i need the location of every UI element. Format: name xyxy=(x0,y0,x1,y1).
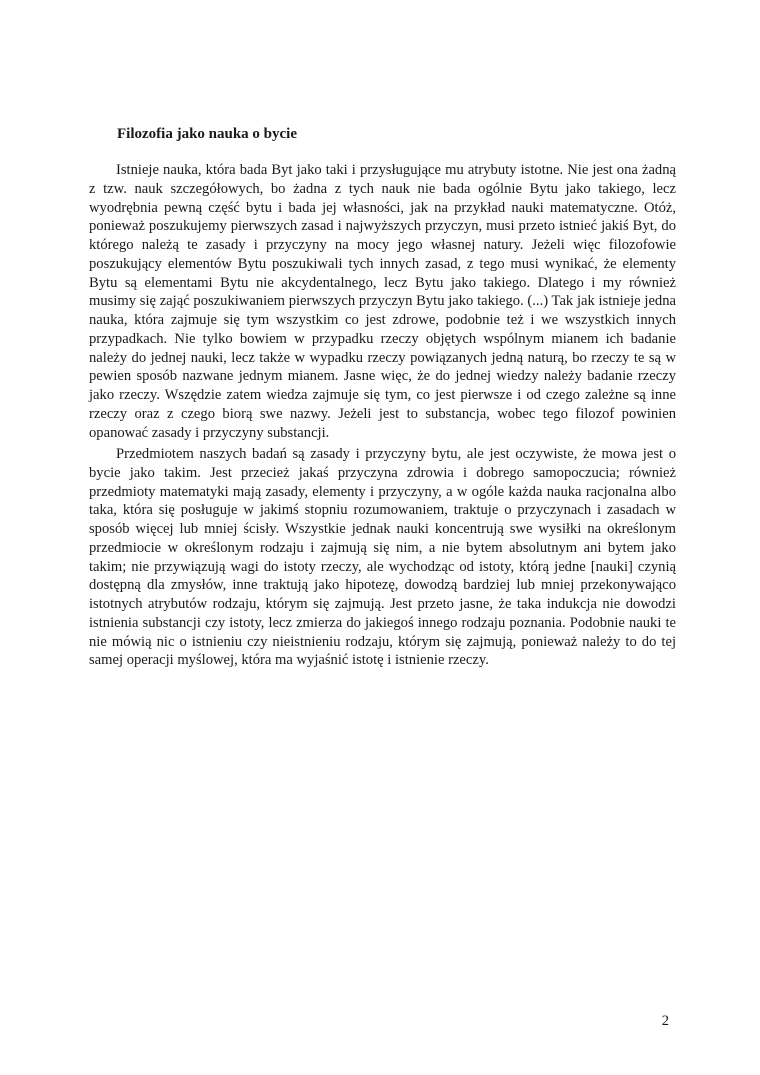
document-title: Filozofia jako nauka o bycie xyxy=(117,126,298,142)
page-number: 2 xyxy=(661,1013,669,1029)
paragraph-2: Przedmiotem naszych badań są zasady i przyczyny bytu, ale jest oczywiste, że mowa jest o bycie jako takim. Jest przecież jakaś przyczyna zdrowia i dobrego samopoczucia; również przedmioty matematyki mają zasady, elementy i przyczyny, a w ogóle każda nauka racjonalna albo taka, która się posługuje w jakimś stopniu rozumowaniem, traktuje o przyczynach i zasadach w sposób więcej lub mniej ścisły. Wszystkie jednak nauki koncentrują swe wysiłki na określonym przedmiocie w określonym rodzaju i zajmują się nim, a nie bytem absolutnym ani bytem jako takim; nie przywiązują wagi do istoty rzeczy, ale wychodząc od istoty, którą jedne [nauki] czynią dostępną dla zmysłów, inne traktują jako hipotezę, dowodzą bardziej lub mniej przekonywająco istotnych atrybutów rodzaju, którym się zajmują. Jest przeto jasne, że taka indukcja nie dowodzi istnienia substancji czy istoty, lecz zmierza do jakiegoś innego rodzaju poznania. Podobnie nauki te nie mówią nic o istnieniu czy nieistnieniu rodzaju, którym się zajmują, ponieważ należy to do tej samej operacji myślowej, która ma wyjaśnić istotę i istnienie rzeczy. xyxy=(89,446,676,669)
paragraph-1: Istnieje nauka, która bada Byt jako taki i przysługujące mu atrybuty istotne. Nie jest ona żadną z tzw. nauk szczegółowych, bo żadna z tych nauk nie bada ogólnie Bytu jako takiego, lecz wyodrębnia pewną część bytu i bada jej własności, jak na przykład nauki matematyczne. Otóż, ponieważ poszukujemy pierwszych zasad i najwyższych przyczyn, musi przeto istnieć jakiś Byt, do którego należą te zasady i przyczyny na mocy jego własnej natury. Jeżeli więc filozofowie poszukujący elementów Bytu poszukiwali tych innych zasad, z tego musi wynikać, że elementy Bytu są elementami Bytu nie akcydentalnego, lecz Bytu jako takiego. Dlatego i my również musimy się zająć poszukiwaniem pierwszych przyczyn Bytu jako takiego. (...) Tak jak istnieje jedna nauka, która zajmuje się tym wszystkim co jest zdrowe, podobnie też i we wszystkich innych przypadkach. Nie tylko bowiem w przypadku rzeczy objętych wspólnym mianem ich badanie należy do jednej nauki, lecz także w wypadku rzeczy powiązanych jedną naturą, bo rzeczy te są w pewien sposób nazwane jednym mianem. Jasne więc, że do jednej wiedzy należy badanie rzeczy jako rzeczy. Wszędzie zatem wiedza zajmuje się tym, co jest pierwsze i od czego zależne są inne rzeczy oraz z czego biorą swe nazwy. Jeżeli jest to substancja, wobec tego filozof powinien opanować zasady i przyczyny substancji. xyxy=(89,162,676,441)
